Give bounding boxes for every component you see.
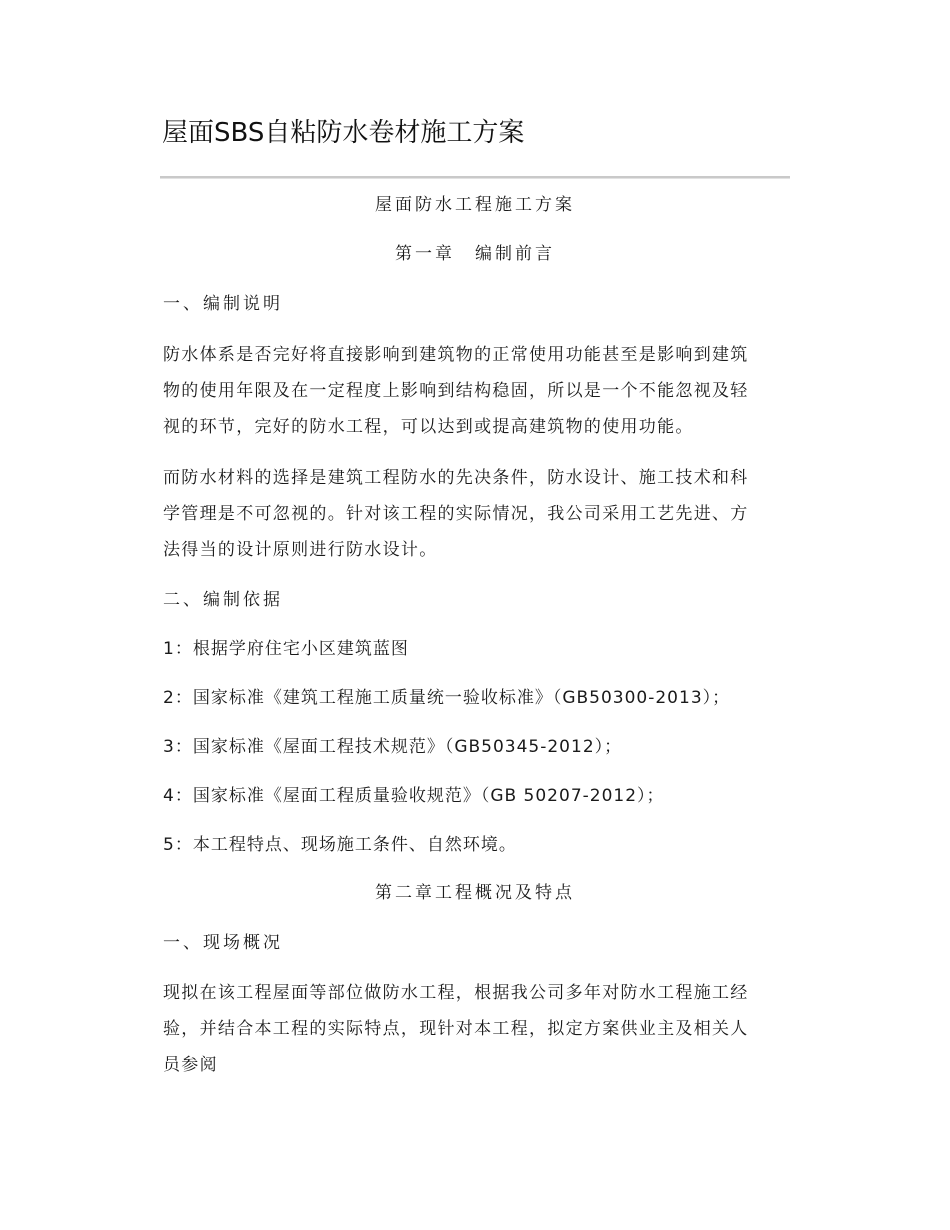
chapter-1-heading: 第一章 编制前言 — [395, 244, 555, 264]
basis-item: 5：本工程特点、现场施工条件、自然环境。 — [163, 835, 517, 855]
paragraph-line: 物的使用年限及在一定程度上影响到结构稳固，所以是一个不能忽视及轻 — [163, 381, 749, 401]
chapter-2-heading: 第二章工程概况及特点 — [375, 883, 575, 903]
paragraph-line: 法得当的设计原则进行防水设计。 — [163, 540, 438, 560]
section-1-1-paragraph-1 — [163, 337, 773, 445]
section-1-2-heading: 二、编制依据 — [163, 590, 283, 610]
basis-item: 2：国家标准《建筑工程施工质量统一验收标准》（GB50300-2013）； — [163, 688, 731, 708]
paragraph-line: 防水体系是否完好将直接影响到建筑物的正常使用功能甚至是影响到建筑 — [163, 345, 749, 365]
section-1-1-paragraph-2 — [163, 460, 773, 568]
section-2-1-heading: 一、现场概况 — [163, 933, 283, 953]
paragraph-line: 验，并结合本工程的实际特点，现针对本工程，拟定方案供业主及相关人 — [163, 1019, 749, 1039]
title-divider — [160, 176, 790, 179]
section-2-1-paragraph — [163, 975, 773, 1083]
basis-item: 1：根据学府住宅小区建筑蓝图 — [163, 639, 409, 659]
basis-item: 4：国家标准《屋面工程质量验收规范》（GB 50207-2012）； — [163, 786, 665, 806]
document-title: 屋面SBS自粘防水卷材施工方案 — [162, 118, 525, 148]
document-subtitle: 屋面防水工程施工方案 — [375, 195, 575, 215]
paragraph-line: 员参阅 — [163, 1055, 218, 1075]
paragraph-line: 视的环节，完好的防水工程，可以达到或提高建筑物的使用功能。 — [163, 417, 694, 437]
paragraph-line: 现拟在该工程屋面等部位做防水工程，根据我公司多年对防水工程施工经 — [163, 983, 749, 1003]
paragraph-line: 学管理是不可忽视的。针对该工程的实际情况，我公司采用工艺先进、方 — [163, 504, 749, 524]
section-1-1-heading: 一、编制说明 — [163, 294, 283, 314]
basis-item: 3：国家标准《屋面工程技术规范》（GB50345-2012）； — [163, 737, 623, 757]
paragraph-line: 而防水材料的选择是建筑工程防水的先决条件，防水设计、施工技术和科 — [163, 468, 749, 488]
